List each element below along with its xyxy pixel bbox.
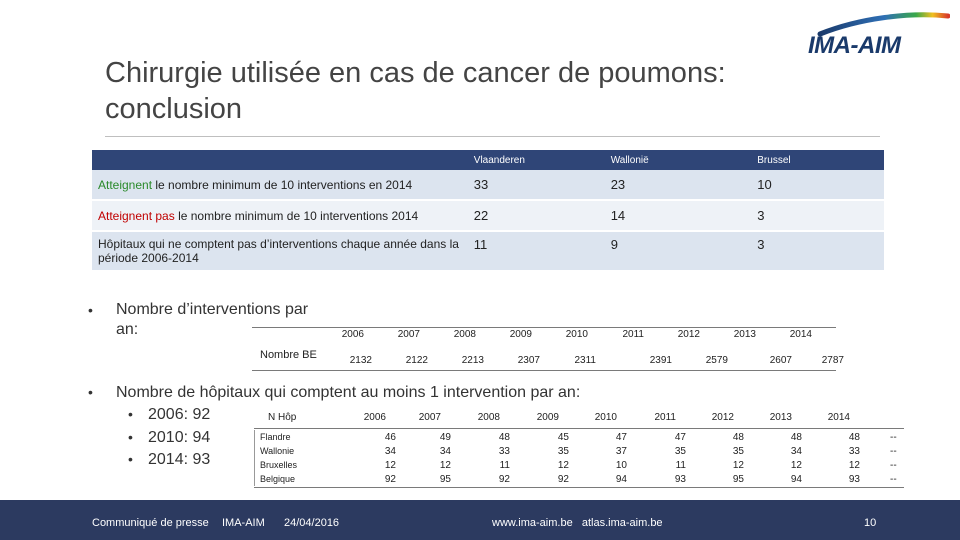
row-label-rest: le nombre minimum de 10 interventions 2014 <box>174 208 419 223</box>
year-header: 2012 <box>711 412 734 423</box>
hospital-count: 46 <box>384 432 396 443</box>
hospital-count: 12 <box>384 460 396 471</box>
region-label: Belgique <box>260 474 296 484</box>
hospital-count: 93 <box>848 474 860 485</box>
hospital-count: 47 <box>615 432 627 443</box>
year-header: 2008 <box>477 412 500 423</box>
interventions-table <box>252 327 844 371</box>
hospital-count: 48 <box>848 432 860 443</box>
hospital-count: 95 <box>439 474 451 485</box>
sub-bullet <box>128 429 210 447</box>
intervention-count: 2311 <box>574 355 596 366</box>
year-header: 2011 <box>622 329 644 340</box>
footer-date: 24/04/2016 <box>284 517 340 529</box>
year-header: 2012 <box>677 329 700 340</box>
footer-links[interactable]: www.ima-aim.be atlas.ima-aim.be <box>492 517 663 529</box>
cell-vlaanderen: 33 <box>468 170 605 200</box>
region-label: Flandre <box>260 432 291 442</box>
empty-cell: -- <box>890 474 897 485</box>
footer-org: IMA-AIM <box>222 517 265 529</box>
year-header: 2008 <box>453 329 476 340</box>
hospital-count: 11 <box>499 460 510 471</box>
hospital-count: 12 <box>557 460 569 471</box>
intervention-count: 2787 <box>821 355 844 366</box>
hospital-count: 12 <box>790 460 802 471</box>
logo-text: IMA-AIM <box>808 32 901 59</box>
hospital-count: 45 <box>557 432 569 443</box>
hospital-count: 92 <box>557 474 569 485</box>
year-header: 2014 <box>827 412 850 423</box>
ima-aim-logo <box>800 8 950 60</box>
row-label <box>92 170 468 200</box>
hospital-count: 48 <box>790 432 802 443</box>
footer-bar <box>0 500 960 540</box>
sub-bullet-text: 2010: 94 <box>148 429 211 446</box>
footer-press-label: Communiqué de presse <box>92 517 209 529</box>
hospital-count: 47 <box>674 432 686 443</box>
hospital-count: 48 <box>732 432 744 443</box>
hospitals-table <box>254 408 904 488</box>
cell-brussel: 3 <box>751 200 884 231</box>
year-header: 2006 <box>341 329 364 340</box>
intervention-count: 2132 <box>349 355 372 366</box>
header-brussel: Brussel <box>751 150 884 170</box>
header-blank <box>92 150 468 170</box>
table-top-rule <box>254 428 904 429</box>
title-divider <box>105 136 880 137</box>
hospital-count: 34 <box>439 446 451 457</box>
hospital-count: 12 <box>439 460 451 471</box>
table-top-rule <box>252 327 836 328</box>
intervention-count: 2607 <box>769 355 792 366</box>
summary-table-header <box>92 150 884 170</box>
bullet-dot-icon: • <box>128 406 133 422</box>
header-label: N Hôp <box>268 412 297 423</box>
intervention-count: 2579 <box>705 355 728 366</box>
year-header: 2013 <box>769 412 792 423</box>
cell-vlaanderen: 22 <box>468 200 605 231</box>
hospital-count: 92 <box>498 474 510 485</box>
hospital-count: 33 <box>848 446 860 457</box>
hospital-count: 92 <box>384 474 396 485</box>
empty-cell: -- <box>890 460 897 471</box>
bullet-dot-icon: • <box>88 384 93 400</box>
hospital-count: 12 <box>732 460 744 471</box>
summary-table <box>92 150 884 272</box>
empty-cell: -- <box>890 432 897 443</box>
row-label-lead: Atteignent pas <box>98 208 175 223</box>
table-bottom-rule <box>252 370 836 371</box>
sub-bullet-text: 2014: 93 <box>148 451 211 468</box>
cell-wallonie: 23 <box>605 170 752 200</box>
year-header: 2013 <box>733 329 756 340</box>
sub-bullet <box>128 451 210 469</box>
year-header: 2009 <box>509 329 532 340</box>
region-label: Wallonie <box>260 446 295 456</box>
year-header: 2006 <box>363 412 386 423</box>
row-label <box>92 231 468 271</box>
bullet-dot-icon: • <box>128 429 133 445</box>
row-label-rest: Hôpitaux qui ne comptent pas d’interventions chaque année dans la période 2006-2014 <box>98 237 459 265</box>
bullet-hospitals <box>88 384 708 402</box>
header-wallonie: Wallonië <box>605 150 752 170</box>
cell-wallonie: 9 <box>605 231 752 271</box>
hospital-count: 94 <box>615 474 627 485</box>
table-bottom-rule <box>254 487 904 488</box>
bullet-dot-icon: • <box>88 302 93 318</box>
hospital-count: 35 <box>674 446 686 457</box>
hospital-count: 34 <box>790 446 802 457</box>
hospital-count: 12 <box>848 460 860 471</box>
intervention-count: 2391 <box>649 355 672 366</box>
cell-vlaanderen: 11 <box>468 231 605 271</box>
intervention-count: 2122 <box>405 355 428 366</box>
empty-cell: -- <box>890 446 897 457</box>
row-label-lead: Atteignent <box>98 177 153 192</box>
table-row <box>92 170 884 200</box>
year-header: 2007 <box>397 329 420 340</box>
row-label <box>92 200 468 231</box>
year-header: 2010 <box>594 412 617 423</box>
page-number: 10 <box>864 517 877 529</box>
hospital-count: 33 <box>498 446 510 457</box>
hospital-count: 34 <box>384 446 396 457</box>
slide-title: Chirurgie utilisée en cas de cancer de poumons: conclusion <box>105 57 726 125</box>
hospital-count: 93 <box>674 474 686 485</box>
hospital-count: 11 <box>675 460 686 471</box>
cell-brussel: 10 <box>751 170 884 200</box>
table-row <box>92 231 884 271</box>
table-left-rule <box>254 430 255 486</box>
hospital-count: 48 <box>498 432 510 443</box>
row-label: Nombre BE <box>260 349 317 361</box>
hospital-count: 35 <box>732 446 744 457</box>
cell-brussel: 3 <box>751 231 884 271</box>
hospital-count: 35 <box>557 446 569 457</box>
hospital-count: 94 <box>790 474 802 485</box>
year-header: 2009 <box>536 412 559 423</box>
table-row <box>92 200 884 231</box>
year-header: 2007 <box>418 412 441 423</box>
bullet-text: Nombre d’interventions par an: <box>116 301 309 338</box>
bullet-dot-icon: • <box>128 451 133 467</box>
year-header: 2014 <box>789 329 812 340</box>
intervention-count: 2307 <box>517 355 540 366</box>
row-label-rest: le nombre minimum de 10 interventions en 2014 <box>152 177 413 192</box>
header-vlaanderen: Vlaanderen <box>468 150 605 170</box>
hospital-count: 95 <box>732 474 744 485</box>
hospital-count: 37 <box>615 446 627 457</box>
intervention-count: 2213 <box>461 355 484 366</box>
year-header: 2010 <box>565 329 588 340</box>
sub-bullet <box>128 406 210 424</box>
sub-bullet-text: 2006: 92 <box>148 406 211 423</box>
region-label: Bruxelles <box>260 460 298 470</box>
year-header: 2011 <box>654 412 676 423</box>
cell-wallonie: 14 <box>605 200 752 231</box>
hospital-count: 10 <box>615 460 627 471</box>
bullet-text: Nombre de hôpitaux qui comptent au moins 1 intervention par an: <box>116 384 581 401</box>
hospital-count: 49 <box>439 432 451 443</box>
